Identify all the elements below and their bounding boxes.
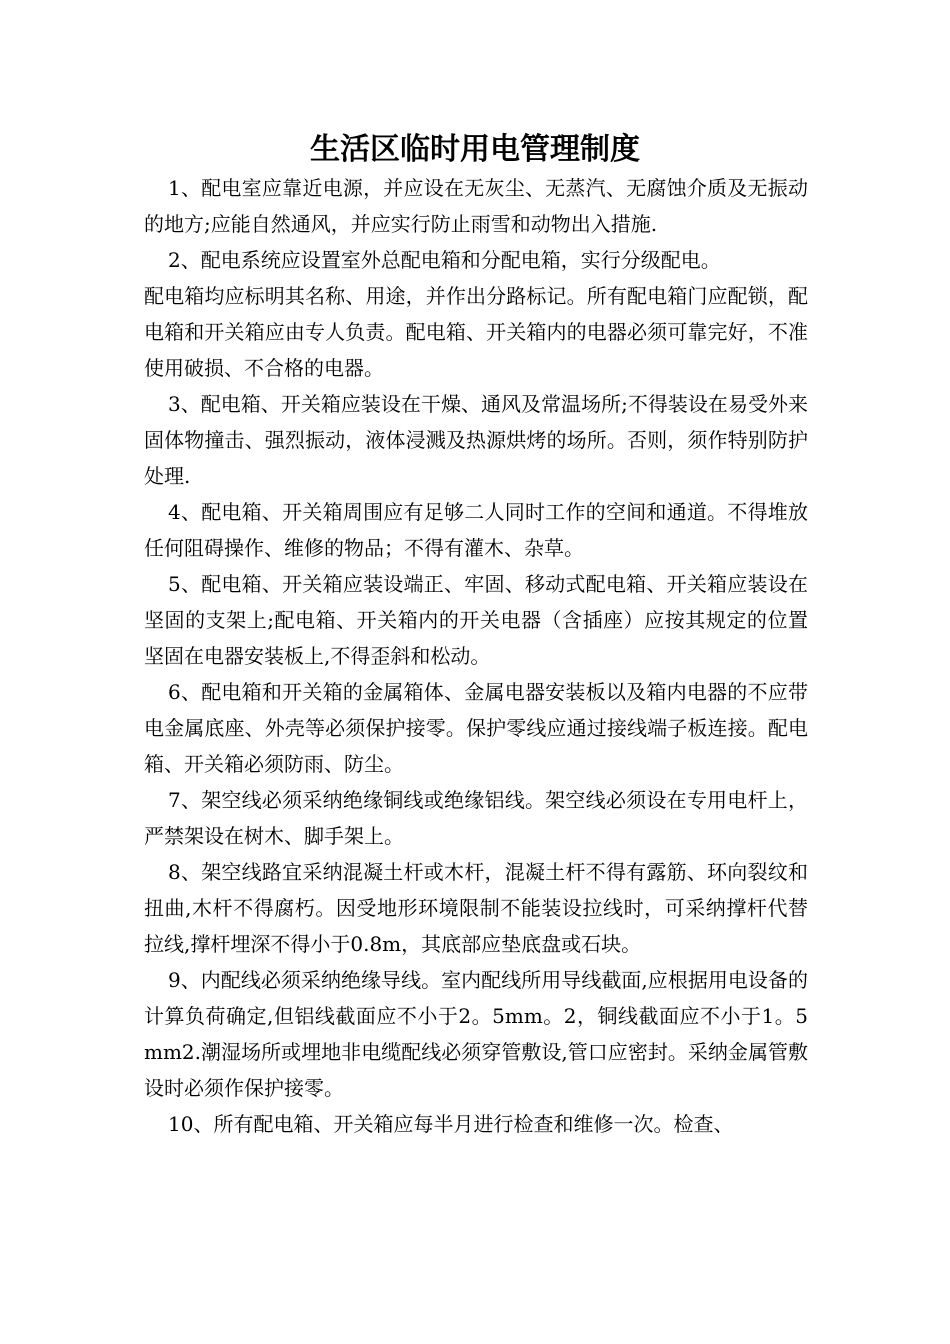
- paragraph-1: 1、配电室应靠近电源，并应设在无灰尘、无蒸汽、无腐蚀介质及无振动的地方;应能自然通风，并应实行防止雨雪和动物出入措施.: [144, 176, 808, 236]
- paragraph-9: 9、内配线必须采纳绝缘导线。室内配线所用导线截面,应根据用电设备的计算负荷确定,但铝线截面应不小于2。5mm。2，铜线截面应不小于1。5mm2.潮湿场所或埋地非电缆配线必须穿管敷设,管口应密封。采纳金属管敷设时必须作保护接零。: [144, 968, 808, 1100]
- paragraph-8: 8、架空线路宜采纳混凝土杆或木杆，混凝土杆不得有露筋、环向裂纹和扭曲,木杆不得腐朽。因受地形环境限制不能装设拉线时，可采纳撑杆代替拉线,撑杆埋深不得小于0.8m，其底部应垫底盘或石块。: [144, 860, 808, 956]
- paragraph-3: 3、配电箱、开关箱应装设在干燥、通风及常温场所;不得装设在易受外来固体物撞击、强烈振动，液体浸溅及热源烘烤的场所。否则，须作特别防护处理.: [144, 392, 808, 488]
- paragraph-10: 10、所有配电箱、开关箱应每半月进行检查和维修一次。检查、: [168, 1112, 734, 1136]
- paragraph-2: 2、配电系统应设置室外总配电箱和分配电箱，实行分级配电。: [168, 248, 721, 272]
- paragraph-4: 4、配电箱、开关箱周围应有足够二人同时工作的空间和通道。不得堆放任何阻碍操作、维修的物品；不得有灌木、杂草。: [144, 500, 808, 560]
- paragraph-6: 6、配电箱和开关箱的金属箱体、金属电器安装板以及箱内电器的不应带电金属底座、外壳等必须保护接零。保护零线应通过接线端子板连接。配电箱、开关箱必须防雨、防尘。: [144, 680, 808, 776]
- paragraph-2-continued: 配电箱均应标明其名称、用途，并作出分路标记。所有配电箱门应配锁，配电箱和开关箱应由专人负责。配电箱、开关箱内的电器必须可靠完好，不准使用破损、不合格的电器。: [144, 284, 808, 380]
- paragraph-5: 5、配电箱、开关箱应装设端正、牢固、移动式配电箱、开关箱应装设在坚固的支架上;配电箱、开关箱内的开关电器（含插座）应按其规定的位置坚固在电器安装板上,不得歪斜和松动。: [144, 572, 808, 668]
- page-title: 生活区临时用电管理制度: [310, 132, 640, 167]
- paragraph-7: 7、架空线必须采纳绝缘铜线或绝缘铝线。架空线必须设在专用电杆上，严禁架设在树木、脚手架上。: [144, 788, 808, 848]
- document-body: [144, 170, 808, 1142]
